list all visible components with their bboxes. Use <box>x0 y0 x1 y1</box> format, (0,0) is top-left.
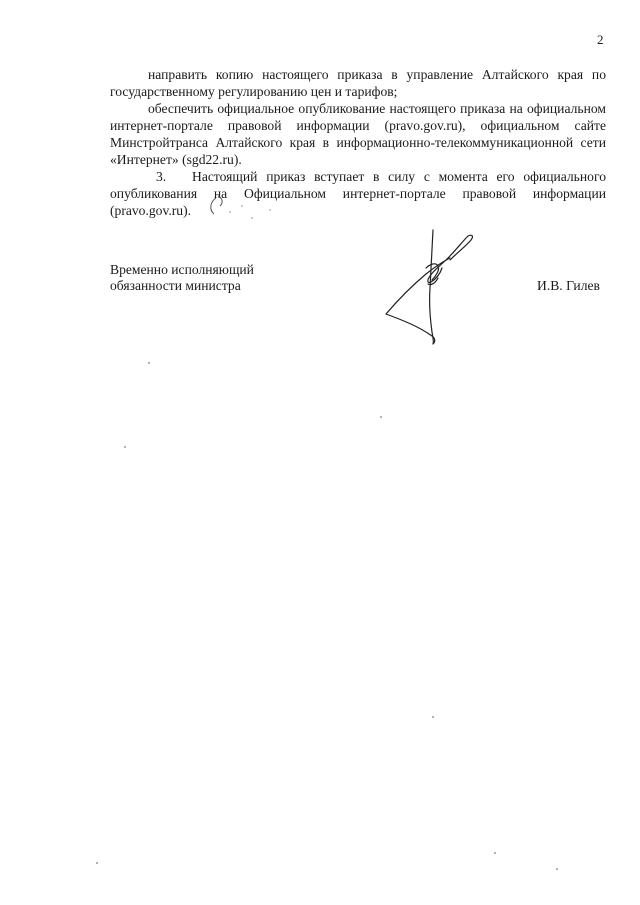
scan-speck <box>494 852 496 854</box>
scan-speck <box>380 416 382 418</box>
scan-speck <box>96 862 98 864</box>
scan-speck <box>124 446 126 448</box>
signatory-position-line1: Временно исполняющий <box>110 262 254 277</box>
signatory-name: И.В. Гилев <box>537 278 600 293</box>
handwritten-signature <box>378 228 488 353</box>
scan-speck <box>556 868 558 870</box>
paragraph-effective-date-text: Настоящий приказ вступает в силу с момента его официального опубликования на Официальном интернет-портале правовой информации (pravo.gov.ru). <box>110 169 606 218</box>
paragraph-effective-date <box>110 168 606 219</box>
scan-speck <box>432 716 434 718</box>
signatory-position-line2: обязанности министра <box>110 278 241 293</box>
page-number: 2 <box>597 32 604 47</box>
initials-mark <box>200 192 290 232</box>
paragraph-number: 3. <box>156 169 167 184</box>
scan-speck <box>148 362 150 364</box>
paragraph-publication: обеспечить официальное опубликование настоящего приказа на официальном интернет-портале правовой информации (pravo.gov.ru), официальном сайте Минстройтранса Алтайского края в информационно-телекоммуникационной сети «Интернет» (sgd22.ru). <box>110 101 606 167</box>
signatory-position <box>110 262 254 294</box>
paragraph-send-copy: направить копию настоящего приказа в управление Алтайского края по государственному регулированию цен и тарифов; <box>110 67 606 99</box>
document-body <box>110 66 606 219</box>
